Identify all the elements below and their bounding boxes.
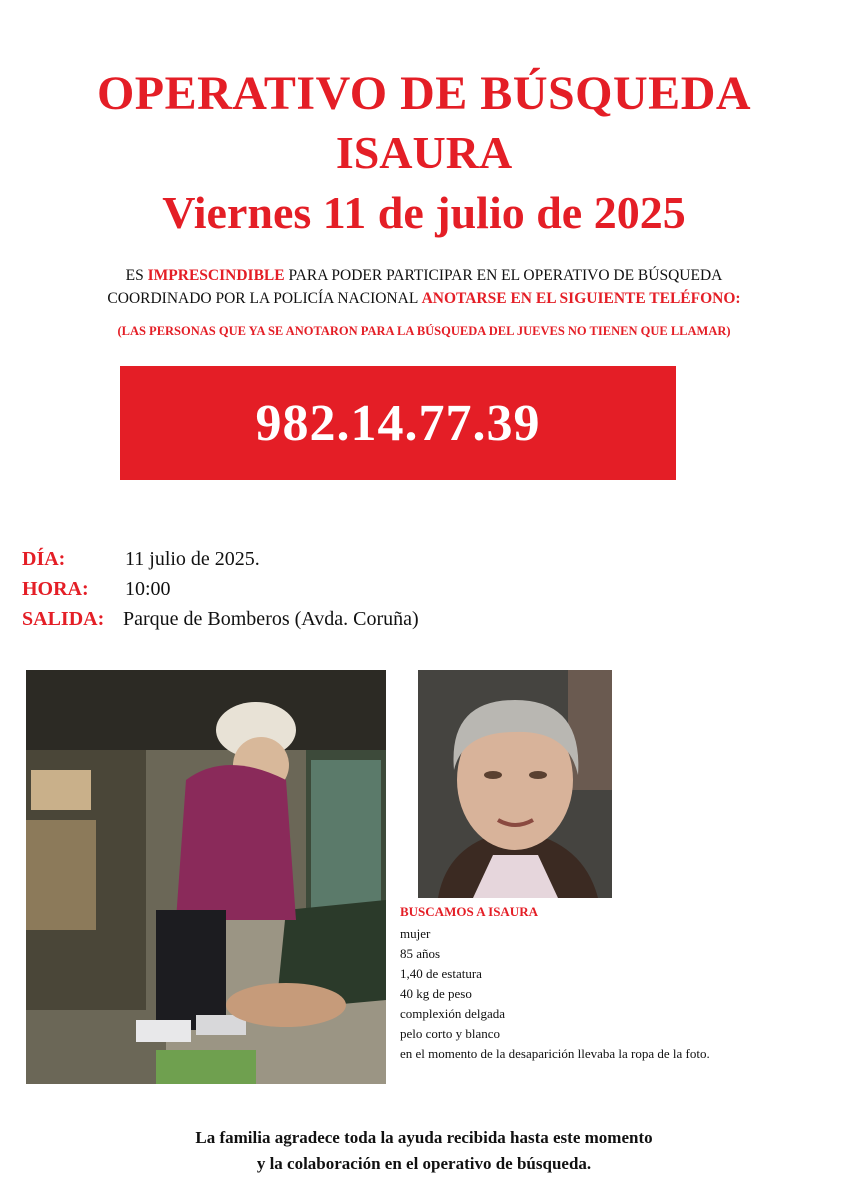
portrait-photo: [418, 670, 612, 898]
notice-line-1: [0, 266, 848, 286]
hora-label: HORA:: [22, 578, 89, 600]
poster-title: OPERATIVO DE BÚSQUEDA: [96, 67, 752, 120]
cctv-photo: [26, 670, 386, 1084]
description-title: BUSCAMOS A ISAURA: [400, 904, 538, 919]
description-line: complexión delgada: [400, 1006, 506, 1021]
description-line: en el momento de la desaparición llevaba la ropa de la foto.: [400, 1046, 710, 1061]
cctv-photo-illustration: [26, 670, 386, 1084]
portrait-illustration: [418, 670, 612, 898]
notice-emphasis: ANOTARSE EN EL SIGUIENTE TELÉFONO:: [421, 290, 741, 307]
hora-value: 10:00: [125, 578, 171, 600]
notice-line-3: (LAS PERSONAS QUE YA SE ANOTARON PARA LA BÚSQUEDA DEL JUEVES NO TIENEN QUE LLAMAR): [117, 324, 731, 338]
description-line: 40 kg de peso: [400, 986, 472, 1001]
salida-label: SALIDA:: [22, 608, 105, 630]
notice-text: PARA PODER PARTICIPAR EN EL OPERATIVO DE BÚSQUEDA: [284, 267, 723, 284]
notice-text: ES: [125, 267, 148, 284]
phone-banner: [120, 366, 676, 480]
search-date-title: Viernes 11 de julio de 2025: [162, 187, 686, 238]
description-line: 85 años: [400, 946, 441, 961]
detail-row-dia: [22, 546, 260, 572]
phone-number: 982.14.77.39: [255, 394, 541, 452]
notice-line-2: [0, 289, 848, 309]
footer-line-2: y la colaboración en el operativo de búsqueda.: [256, 1154, 592, 1173]
salida-value: Parque de Bomberos (Avda. Coruña): [123, 608, 419, 630]
footer-line-1: La familia agradece toda la ayuda recibida hasta este momento: [195, 1128, 653, 1147]
description-line: mujer: [400, 926, 431, 941]
notice-text: COORDINADO POR LA POLICÍA NACIONAL: [107, 290, 422, 307]
dia-value: 11 julio de 2025.: [125, 548, 260, 570]
notice-emphasis: IMPRESCINDIBLE: [147, 267, 285, 284]
detail-row-salida: [22, 606, 419, 632]
dia-label: DÍA:: [22, 548, 66, 570]
detail-row-hora: [22, 576, 171, 602]
missing-person-name: ISAURA: [335, 127, 513, 178]
description-line: 1,40 de estatura: [400, 966, 482, 981]
description-line: pelo corto y blanco: [400, 1026, 500, 1041]
